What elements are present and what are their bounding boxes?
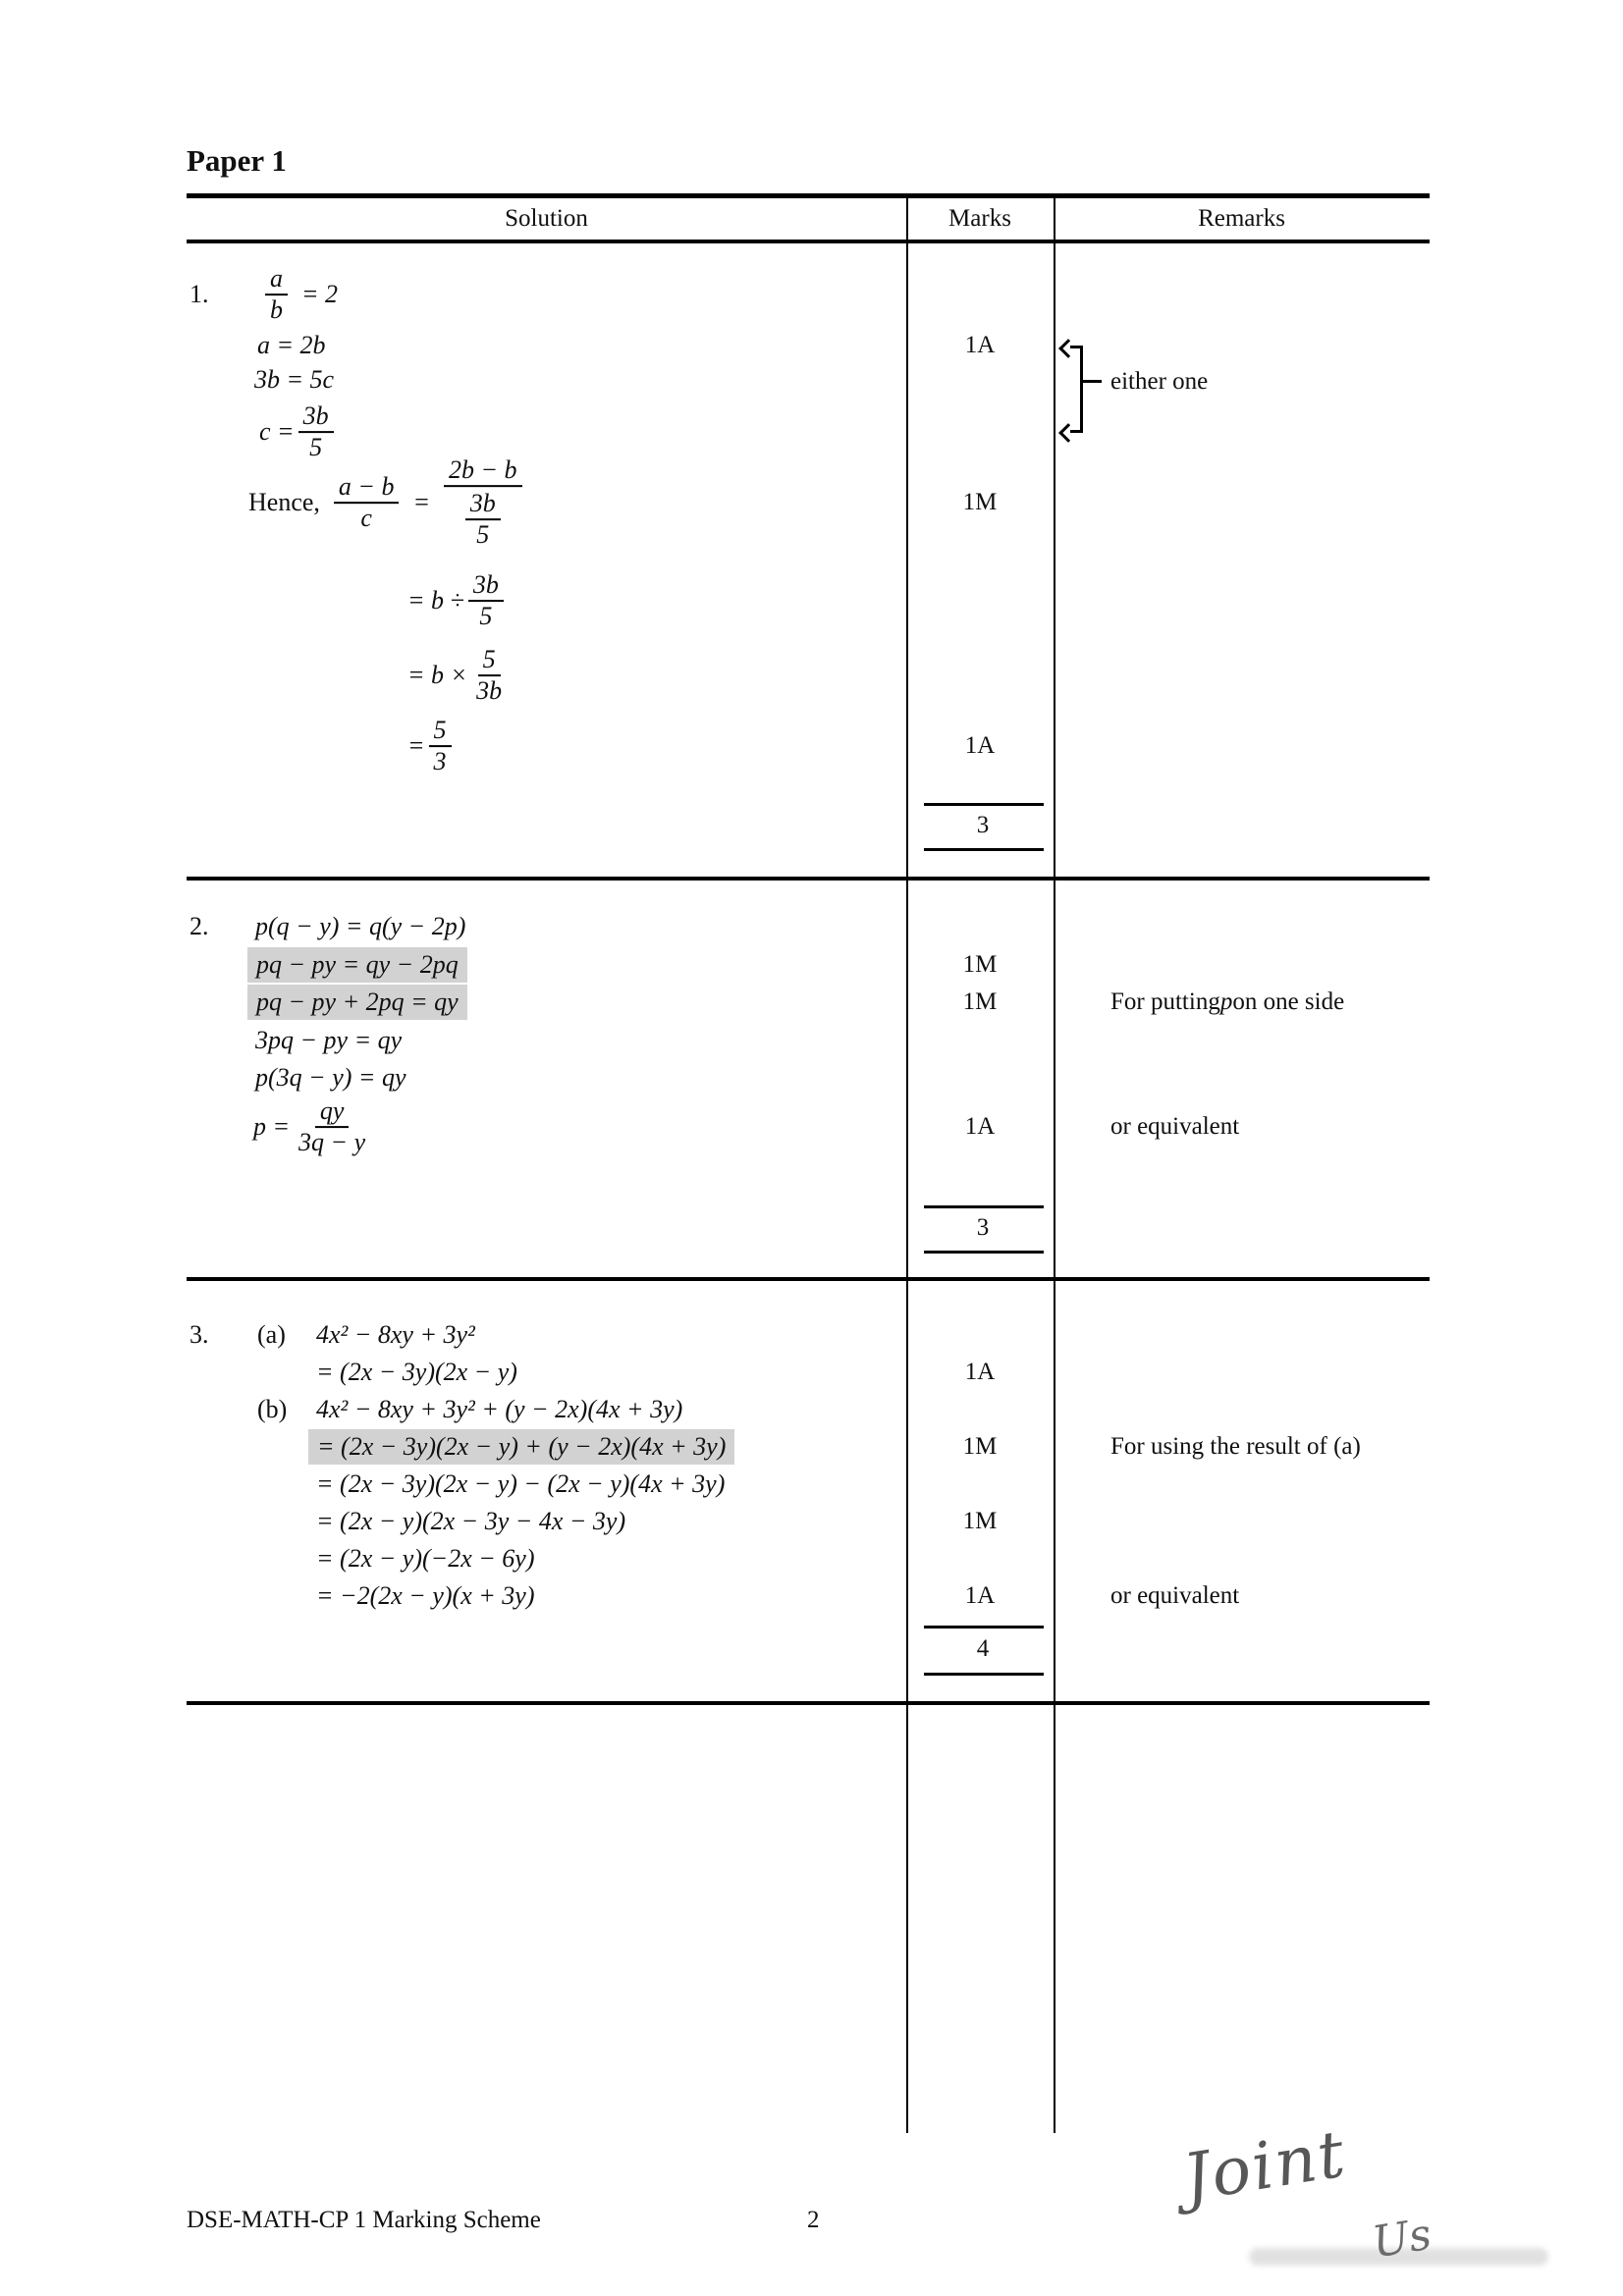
- q3-line-b6: = −2(2x − y)(x + 3y): [316, 1581, 535, 1610]
- q1-mark-3: 1A: [964, 732, 996, 759]
- nested-fraction: 2b − b 3b 5: [444, 455, 522, 550]
- arrow-left-icon: [1058, 423, 1078, 443]
- q3-mark-4: 1A: [964, 1582, 996, 1609]
- q1-line-5-hence: Hence, $\frac{a - b}{c}$ = 2b − b 3b 5: [248, 455, 526, 550]
- q1-line-1: $\frac{a}{b}$ = 2: [261, 264, 338, 325]
- row-divider-q1-q2: [187, 877, 1430, 881]
- header-solution: Solution: [505, 205, 588, 232]
- q2-line-4: 3pq − py = qy: [255, 1026, 403, 1054]
- fraction: $\frac{3b}{5}$: [298, 401, 334, 462]
- q2-mark-1: 1M: [962, 951, 998, 978]
- fraction: $\frac{a - b}{c}$: [334, 472, 400, 533]
- q2-mark-3: 1A: [964, 1113, 996, 1140]
- q3-remark-1: For using the result of (a): [1110, 1433, 1361, 1460]
- column-divider-solution-marks: [906, 193, 908, 2133]
- highlighted-step: pq − py + 2pq = qy: [247, 985, 467, 1020]
- table-header-bottom-border: [187, 240, 1430, 243]
- q1-total-line-bottom: [924, 848, 1044, 851]
- q3-line-b1: 4x² − 8xy + 3y² + (y − 2x)(4x + 3y): [316, 1395, 683, 1423]
- q2-line-2: [247, 947, 467, 983]
- q2-number: 2.: [189, 912, 209, 940]
- column-divider-marks-remarks: [1054, 193, 1055, 2133]
- q3-mark-1: 1A: [964, 1359, 996, 1385]
- row-divider-q3-empty: [187, 1701, 1430, 1705]
- q1-line-6: = b ÷ $\frac{3b}{5}$: [407, 570, 508, 631]
- q1-mark-2: 1M: [962, 489, 998, 515]
- q1-remark: either one: [1110, 368, 1209, 395]
- highlighted-step: pq − py = qy − 2pq: [247, 947, 467, 983]
- fraction: $\frac{5}{3b}$: [476, 645, 503, 705]
- q2-remark-1: For putting p on one side: [1110, 988, 1345, 1015]
- q1-total: 3: [976, 812, 990, 838]
- q2-total-line-bottom: [924, 1251, 1044, 1254]
- fraction: $\frac{a}{b}$: [265, 264, 288, 325]
- q3-line-b5: = (2x − y)(−2x − 6y): [316, 1544, 535, 1573]
- logo-text-joint: Joint: [1178, 2115, 1352, 2216]
- row-divider-q2-q3: [187, 1277, 1430, 1281]
- q3-mark-3: 1M: [962, 1508, 998, 1534]
- fraction: $\frac{qy}{3q - y}$: [298, 1096, 366, 1156]
- q3-mark-2: 1M: [962, 1433, 998, 1460]
- highlighted-step: = (2x − 3y)(2x − y) + (y − 2x)(4x + 3y): [308, 1429, 734, 1465]
- q1-total-line-top: [924, 803, 1044, 806]
- q3-line-a1: 4x² − 8xy + 3y²: [316, 1320, 475, 1349]
- q1-line-4: c = $\frac{3b}{5}$: [259, 401, 338, 462]
- footer-page-number: 2: [807, 2207, 820, 2233]
- q3-part-b-label: (b): [257, 1395, 288, 1423]
- q3-line-b3: = (2x − 3y)(2x − y) − (2x − y)(4x + 3y): [316, 1469, 726, 1498]
- q3-total-line-bottom: [924, 1673, 1044, 1676]
- q2-mark-2: 1M: [962, 988, 998, 1015]
- q2-line-1: p(q − y) = q(y − 2p): [255, 912, 466, 940]
- q2-total: 3: [976, 1214, 990, 1241]
- fraction: $\frac{3b}{5}$: [468, 570, 504, 631]
- q1-mark-1: 1A: [964, 332, 996, 358]
- q3-line-a2: = (2x − 3y)(2x − y): [316, 1358, 517, 1386]
- table-top-border: [187, 193, 1430, 198]
- q3-total: 4: [976, 1635, 990, 1662]
- q1-line-2: a = 2b: [257, 331, 326, 359]
- bracket-mid-tick: [1081, 380, 1102, 383]
- q1-line-3: 3b = 5c: [254, 365, 335, 394]
- arrow-left-icon: [1058, 339, 1078, 358]
- fraction: $\frac{5}{3}$: [429, 716, 452, 776]
- header-remarks: Remarks: [1198, 205, 1285, 232]
- q2-line-3: [247, 985, 467, 1020]
- q3-part-a-label: (a): [257, 1320, 286, 1349]
- footer-document-title: DSE-MATH-CP 1 Marking Scheme: [187, 2207, 541, 2233]
- logo-text-us: Us: [1369, 2209, 1435, 2269]
- q2-remark-2: or equivalent: [1110, 1113, 1240, 1140]
- q1-line-8: = $\frac{5}{3}$: [407, 716, 456, 776]
- q3-total-line-top: [924, 1626, 1044, 1629]
- q3-number: 3.: [189, 1320, 209, 1349]
- q2-line-5: p(3q − y) = qy: [255, 1063, 406, 1092]
- page-title: Paper 1: [187, 143, 287, 178]
- q3-remark-2: or equivalent: [1110, 1582, 1240, 1609]
- q3-line-b4: = (2x − y)(2x − 3y − 4x − 3y): [316, 1507, 626, 1535]
- header-marks: Marks: [948, 205, 1011, 232]
- q2-line-6: p = $\frac{qy}{3q - y}$: [253, 1096, 374, 1157]
- q1-number: 1.: [189, 280, 209, 308]
- q1-line-7: = b × $\frac{5}{3b}$: [407, 645, 511, 706]
- fraction: 3b 5: [465, 489, 501, 550]
- q3-line-b2: [308, 1429, 734, 1465]
- bracket-vertical: [1080, 346, 1083, 433]
- q2-total-line-top: [924, 1205, 1044, 1208]
